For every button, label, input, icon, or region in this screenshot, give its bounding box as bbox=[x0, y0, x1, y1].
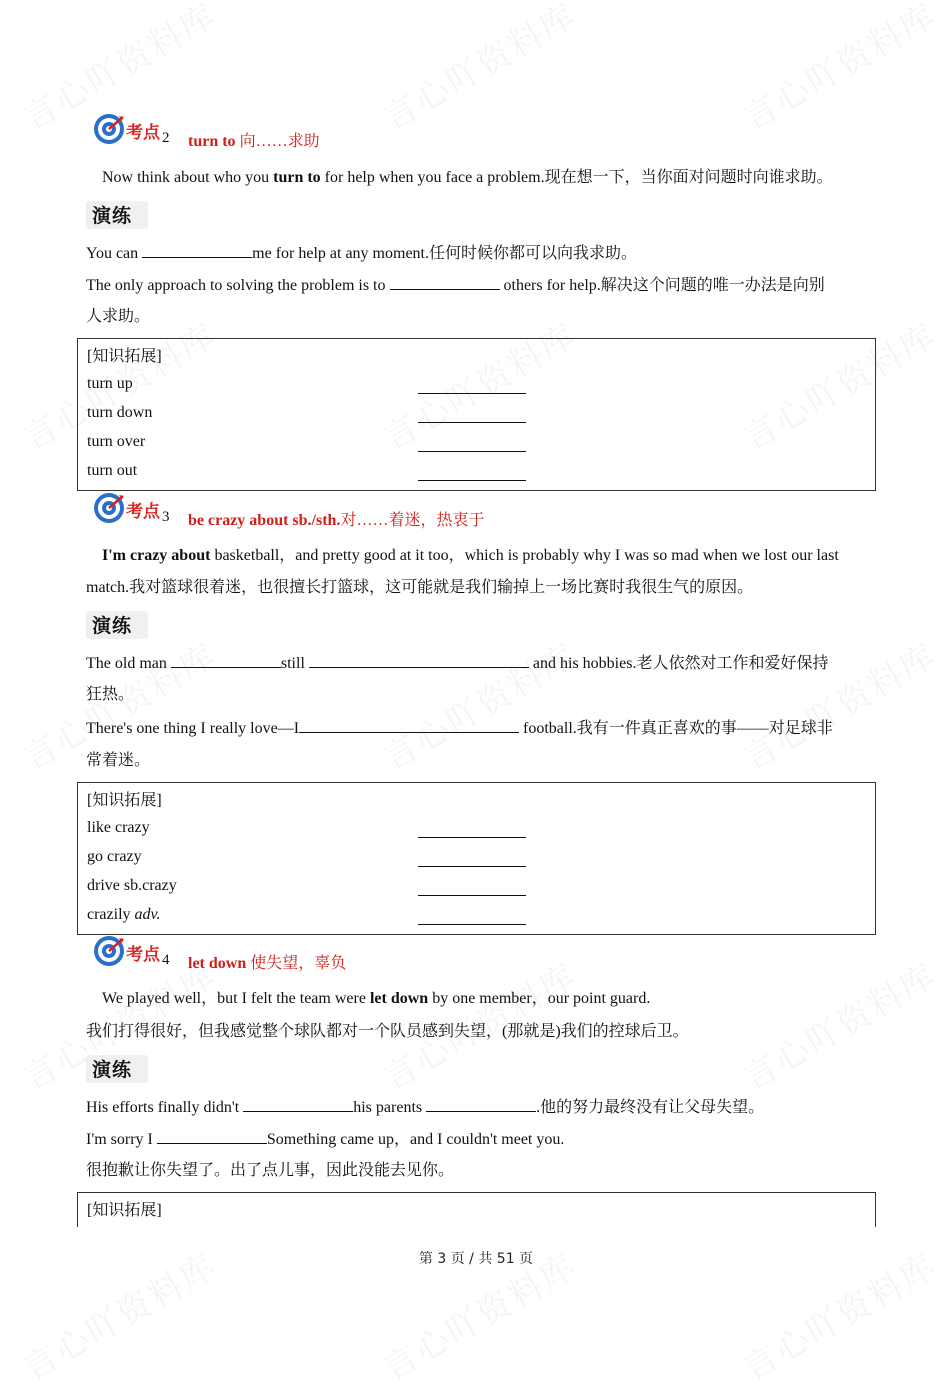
answer-blank[interactable] bbox=[171, 653, 281, 668]
knowledge-box bbox=[77, 782, 876, 935]
exercise-line: The old man still and his hobbies.老人依然对工作和爱好保持 bbox=[86, 655, 829, 672]
exercise-line: His efforts finally didn't his parents .他的努力最终没有让父母失望。 bbox=[86, 1099, 765, 1116]
kaodian-label: 考点 bbox=[126, 945, 160, 965]
example-translation: 我们打得很好，但我感觉整个球队都对一个队员感到失望，(那就是)我们的控球后卫。 bbox=[86, 1023, 689, 1040]
kaodian-title bbox=[188, 507, 484, 530]
phrase-en: turn to bbox=[188, 133, 236, 150]
example-sentence: We played well，but I felt the team were let down by one member，our point guard. bbox=[102, 990, 651, 1007]
target-icon bbox=[92, 934, 126, 968]
knowledge-row: go crazy bbox=[87, 848, 527, 868]
practice-label: 演练 bbox=[92, 205, 133, 227]
kaodian-label: 考点 bbox=[126, 123, 160, 143]
knowledge-row: drive sb.crazy bbox=[87, 877, 527, 897]
phrase-cn: 对……着迷，热衷于 bbox=[340, 512, 485, 529]
answer-blank[interactable] bbox=[418, 883, 526, 896]
target-icon bbox=[92, 491, 126, 525]
page-footer: 第 3 页 / 共 51 页 bbox=[418, 1251, 534, 1267]
answer-blank[interactable] bbox=[309, 653, 529, 668]
watermark bbox=[732, 629, 944, 779]
knowledge-row: crazily adv. bbox=[87, 906, 527, 926]
watermark bbox=[732, 949, 944, 1099]
practice-label: 演练 bbox=[92, 615, 133, 637]
exercise-line: I'm sorry I Something came up，and I couldn't meet you. bbox=[86, 1131, 565, 1148]
knowledge-title: [知识拓展] bbox=[87, 792, 162, 809]
knowledge-box bbox=[77, 338, 876, 491]
exercise-line: The only approach to solving the problem is to others for help.解决这个问题的唯一办法是向别 bbox=[86, 277, 825, 294]
kaodian-number: 2 bbox=[162, 130, 170, 146]
knowledge-row: turn over bbox=[87, 433, 527, 453]
knowledge-row: turn out bbox=[87, 462, 527, 482]
answer-blank[interactable] bbox=[157, 1129, 267, 1144]
knowledge-row: turn down bbox=[87, 404, 527, 424]
target-icon bbox=[92, 112, 126, 146]
watermark bbox=[732, 0, 944, 140]
answer-blank[interactable] bbox=[418, 381, 526, 394]
watermark bbox=[372, 629, 584, 779]
exercise-line: 狂热。 bbox=[86, 686, 135, 703]
knowledge-title: [知识拓展] bbox=[87, 348, 162, 365]
exercise-line: You can me for help at any moment.任何时候你都可以向我求助。 bbox=[86, 245, 637, 262]
exercise-line: There's one thing I really love—I football.我有一件真正喜欢的事——对足球非 bbox=[86, 720, 833, 737]
knowledge-row: turn up bbox=[87, 375, 527, 395]
phrase-cn: 向……求助 bbox=[239, 133, 320, 150]
exercise-line: 很抱歉让你失望了。出了点儿事，因此没能去见你。 bbox=[86, 1162, 455, 1179]
practice-badge bbox=[86, 609, 150, 639]
answer-blank[interactable] bbox=[418, 825, 526, 838]
practice-badge bbox=[86, 1053, 150, 1083]
practice-badge bbox=[86, 199, 150, 229]
exercise-line: 人求助。 bbox=[86, 308, 151, 325]
answer-blank[interactable] bbox=[390, 275, 500, 290]
answer-blank[interactable] bbox=[418, 912, 526, 925]
answer-blank[interactable] bbox=[142, 243, 252, 258]
kaodian-label: 考点 bbox=[126, 502, 160, 522]
knowledge-box bbox=[77, 1192, 876, 1227]
answer-blank[interactable] bbox=[299, 718, 519, 733]
phrase-en: be crazy about sb./sth. bbox=[188, 512, 341, 529]
kaodian-header-3 bbox=[92, 491, 512, 531]
kaodian-title bbox=[188, 128, 320, 151]
kaodian-header-2 bbox=[92, 112, 512, 152]
phrase-cn: 使失望，辜负 bbox=[250, 955, 347, 972]
kaodian-title bbox=[188, 950, 346, 973]
example-sentence-cont: match.我对篮球很着迷，也很擅长打篮球，这可能就是我们输掉上一场比赛时我很生气的原因。 bbox=[86, 579, 754, 596]
knowledge-row: like crazy bbox=[87, 819, 527, 839]
practice-label: 演练 bbox=[92, 1059, 133, 1081]
kaodian-number: 4 bbox=[162, 952, 170, 968]
knowledge-title: [知识拓展] bbox=[87, 1202, 162, 1219]
answer-blank[interactable] bbox=[418, 410, 526, 423]
answer-blank[interactable] bbox=[418, 854, 526, 867]
answer-blank[interactable] bbox=[418, 468, 526, 481]
kaodian-number: 3 bbox=[162, 509, 170, 525]
answer-blank[interactable] bbox=[426, 1097, 536, 1112]
part-of-speech: adv. bbox=[134, 906, 161, 923]
answer-blank[interactable] bbox=[243, 1097, 353, 1112]
exercise-line: 常着迷。 bbox=[86, 752, 151, 769]
example-sentence: Now think about who you turn to for help when you face a problem.现在想一下，当你面对问题时向谁求助。 bbox=[102, 169, 833, 186]
example-sentence: I'm crazy about basketball，and pretty good at it too，which is probably why I was so mad when we lost our last bbox=[102, 547, 839, 564]
kaodian-header-4 bbox=[92, 934, 512, 974]
phrase-en: let down bbox=[188, 955, 247, 972]
answer-blank[interactable] bbox=[418, 439, 526, 452]
